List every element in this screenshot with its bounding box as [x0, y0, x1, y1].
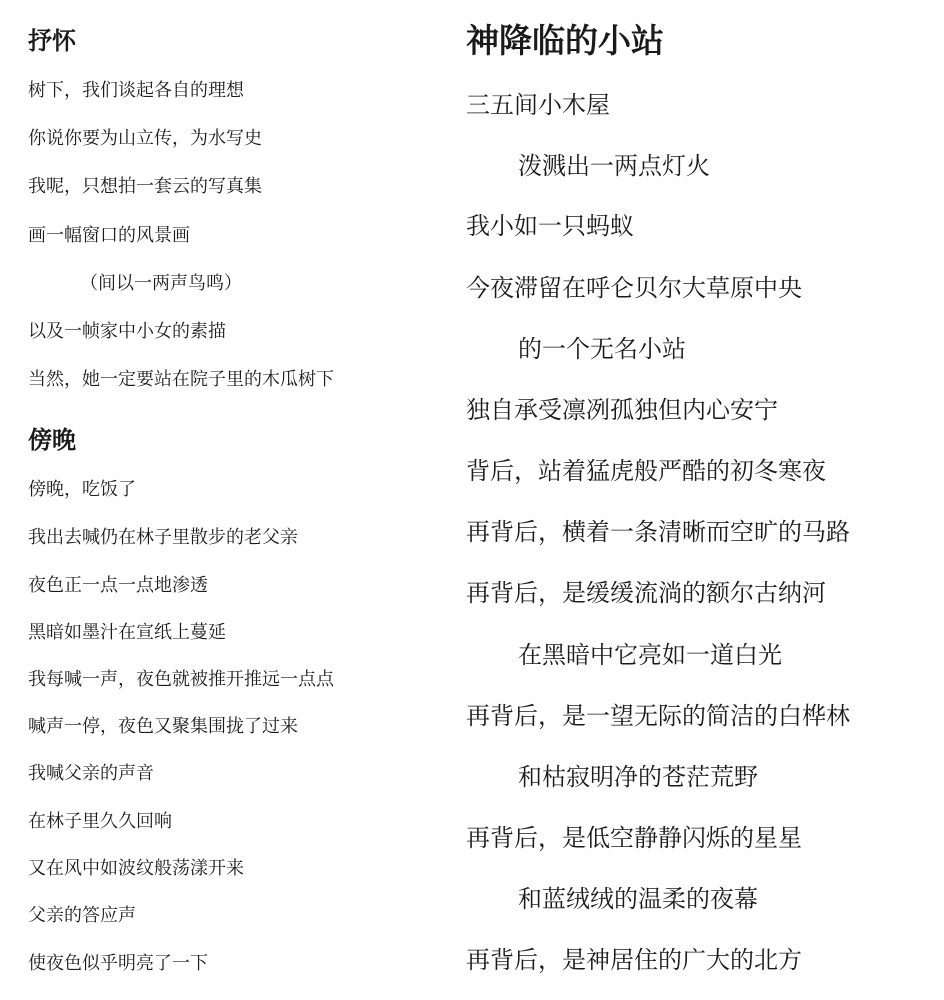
poem-line: 我出去喊仍在林子里散步的老父亲: [28, 527, 298, 548]
poem-line: 和蓝绒绒的温柔的夜幕: [518, 885, 758, 913]
poem-line: 今夜滞留在呼仑贝尔大草原中央: [466, 274, 802, 302]
poem-line: 在黑暗中它亮如一道白光: [518, 641, 782, 669]
poem-line: 再背后，是神居住的广大的北方: [466, 946, 802, 974]
poem-line: 使夜色似乎明亮了一下: [28, 953, 208, 974]
poem-line: 傍晚，吃饭了: [28, 479, 136, 500]
poem-line: 又在风中如波纹般荡漾开来: [28, 858, 244, 879]
poem-line: 和枯寂明净的苍茫荒野: [518, 763, 758, 791]
poem-line: 我呢，只想拍一套云的写真集: [28, 176, 262, 197]
poem-line: 夜色正一点一点地渗透: [28, 575, 208, 596]
poem-line: 再背后，横着一条清晰而空旷的马路: [466, 518, 850, 546]
poem-line: 你说你要为山立传，为水写史: [28, 128, 262, 149]
poem-line: 泼溅出一两点灯火: [518, 152, 710, 180]
poem-line: 以及一帧家中小女的素描: [28, 321, 226, 342]
poem-line: 我每喊一声，夜色就被推开推远一点点: [28, 669, 334, 690]
poem-line: 再背后，是一望无际的简洁的白桦林: [466, 702, 850, 730]
poem-line: 当然，她一定要站在院子里的木瓜树下: [28, 369, 334, 390]
poem-title-bangwan: 傍晚: [28, 426, 76, 454]
poem-line: 树下，我们谈起各自的理想: [28, 80, 244, 101]
poem-line: 我喊父亲的声音: [28, 763, 154, 784]
poem-line: 三五间小木屋: [466, 91, 610, 119]
poem-line: 的一个无名小站: [518, 335, 686, 363]
poem-line: 画一幅窗口的风景画: [28, 225, 190, 246]
poem-line: 喊声一停，夜色又聚集围拢了过来: [28, 716, 298, 737]
poem-title-shuhuai: 抒怀: [28, 27, 76, 55]
poem-title-shenjianglin: 神降临的小站: [466, 21, 664, 60]
poem-line: 再背后，是低空静静闪烁的星星: [466, 824, 802, 852]
poem-line: 在林子里久久回响: [28, 811, 172, 832]
poem-line: 再背后，是缓缓流淌的额尔古纳河: [466, 579, 826, 607]
poem-line: 黑暗如墨汁在宣纸上蔓延: [28, 622, 226, 643]
poem-line: （间以一两声鸟鸣）: [80, 273, 242, 294]
poem-line: 父亲的答应声: [28, 905, 136, 926]
poem-line: 背后，站着猛虎般严酷的初冬寒夜: [466, 457, 826, 485]
poem-line: 我小如一只蚂蚁: [466, 212, 634, 240]
poem-line: 独自承受凛冽孤独但内心安宁: [466, 396, 778, 424]
